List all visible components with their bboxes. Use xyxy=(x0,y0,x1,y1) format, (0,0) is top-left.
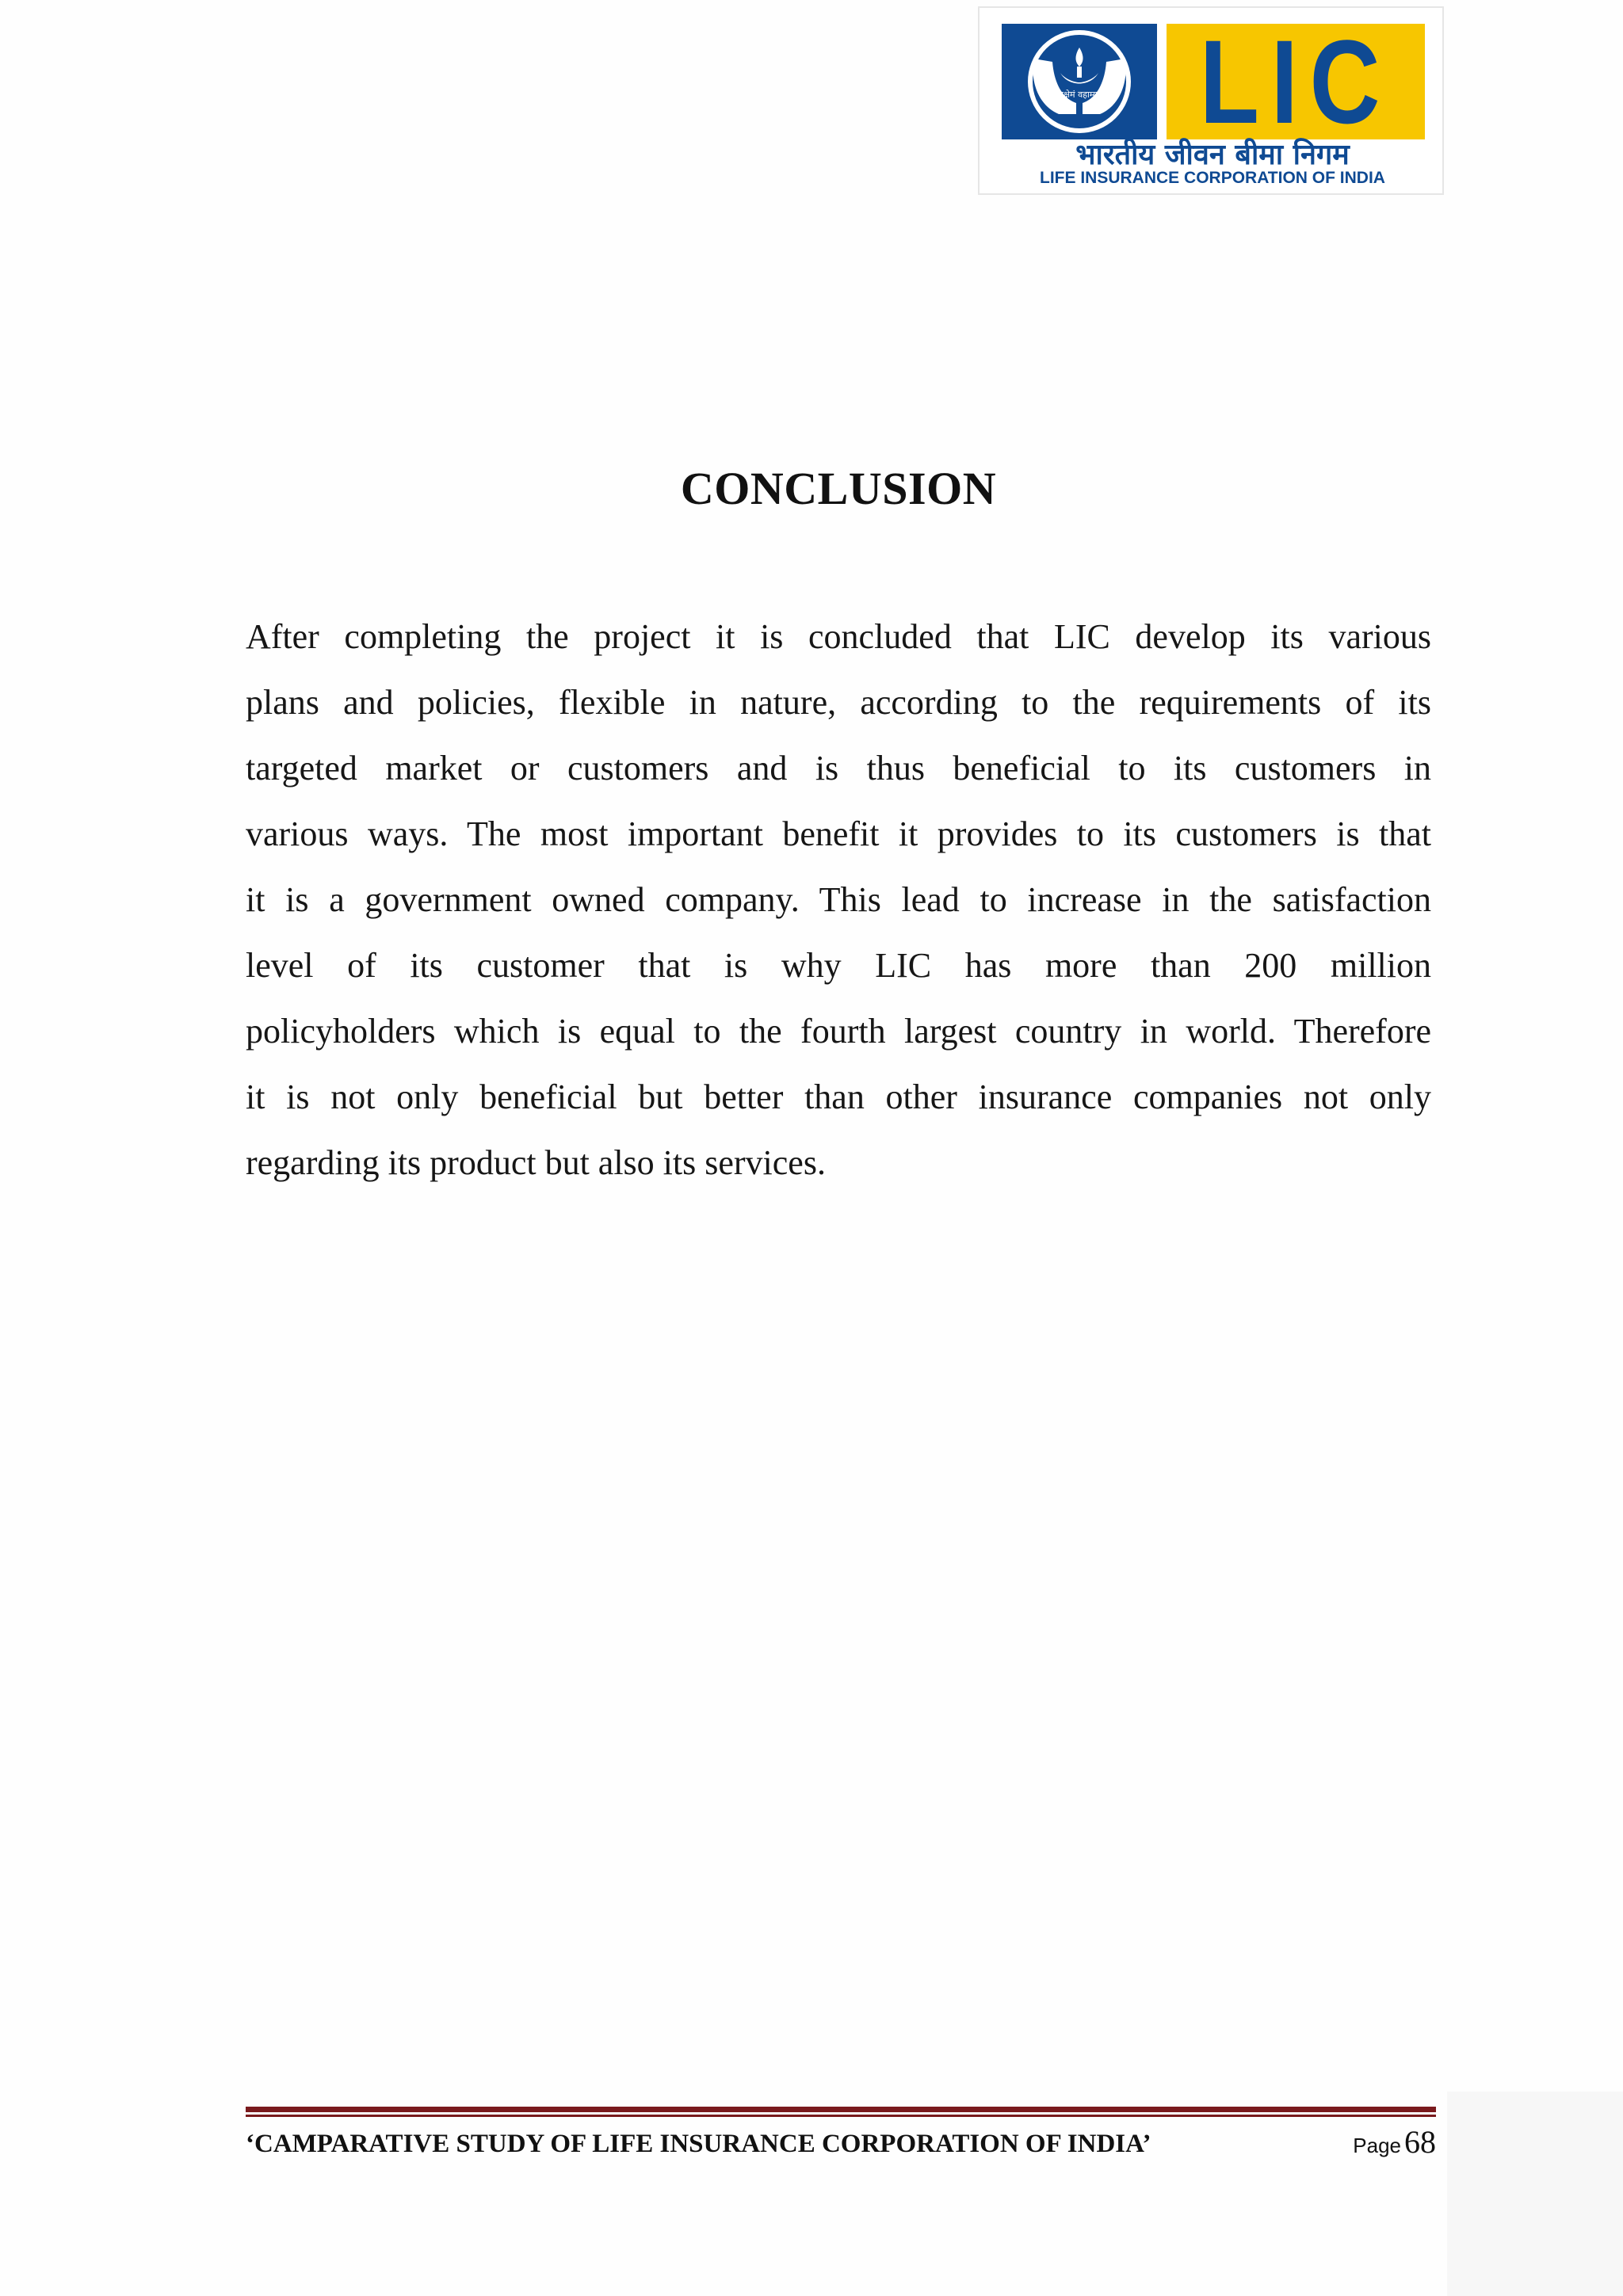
page-edge-shade xyxy=(1447,2092,1623,2296)
page-title: CONCLUSION xyxy=(680,463,997,514)
lic-wordmark-panel xyxy=(1167,15,1425,148)
emblem-motto: योगक्षेमं वहाम्यहम् xyxy=(1051,90,1108,100)
page-number xyxy=(1353,2123,1436,2161)
paragraph-line: level of its customer that is why LIC has more than 200 million xyxy=(246,946,1431,985)
logo-english-name: LIFE INSURANCE CORPORATION OF INDIA xyxy=(1040,169,1385,187)
paragraph-line: it is a government owned company. This lead to increase in the satisfaction xyxy=(246,880,1431,919)
conclusion-paragraph xyxy=(246,604,1431,1196)
lic-logo xyxy=(978,6,1444,195)
page-label: Page xyxy=(1353,2134,1401,2157)
paragraph-line: targeted market or customers and is thus beneficial to its customers in xyxy=(246,749,1431,788)
footer-rule-thin xyxy=(246,2115,1436,2117)
paragraph-line: various ways. The most important benefit it provides to its customers is that xyxy=(246,814,1431,853)
paragraph-line: it is not only beneficial but better than other insurance companies not only xyxy=(246,1077,1431,1116)
paragraph-line: regarding its product but also its services. xyxy=(246,1143,826,1182)
page-number-value: 68 xyxy=(1404,2124,1436,2160)
lic-emblem xyxy=(1002,24,1157,139)
lic-wordmark: LIC xyxy=(1199,15,1392,148)
logo-hindi-name: भारतीय जीवन बीमा निगम xyxy=(1075,139,1350,171)
paragraph-line: After completing the project it is concluded that LIC develop its various xyxy=(246,617,1431,656)
paragraph-line: plans and policies, flexible in nature, according to the requirements of its xyxy=(246,683,1431,722)
paragraph-line: policyholders which is equal to the fourth largest country in world. Therefore xyxy=(246,1012,1431,1051)
footer-title: ‘CAMPARATIVE STUDY OF LIFE INSURANCE CORPORATION OF INDIA’ xyxy=(246,2130,1151,2158)
hands-lamp-icon xyxy=(1002,24,1157,139)
footer-rule xyxy=(246,2107,1436,2112)
